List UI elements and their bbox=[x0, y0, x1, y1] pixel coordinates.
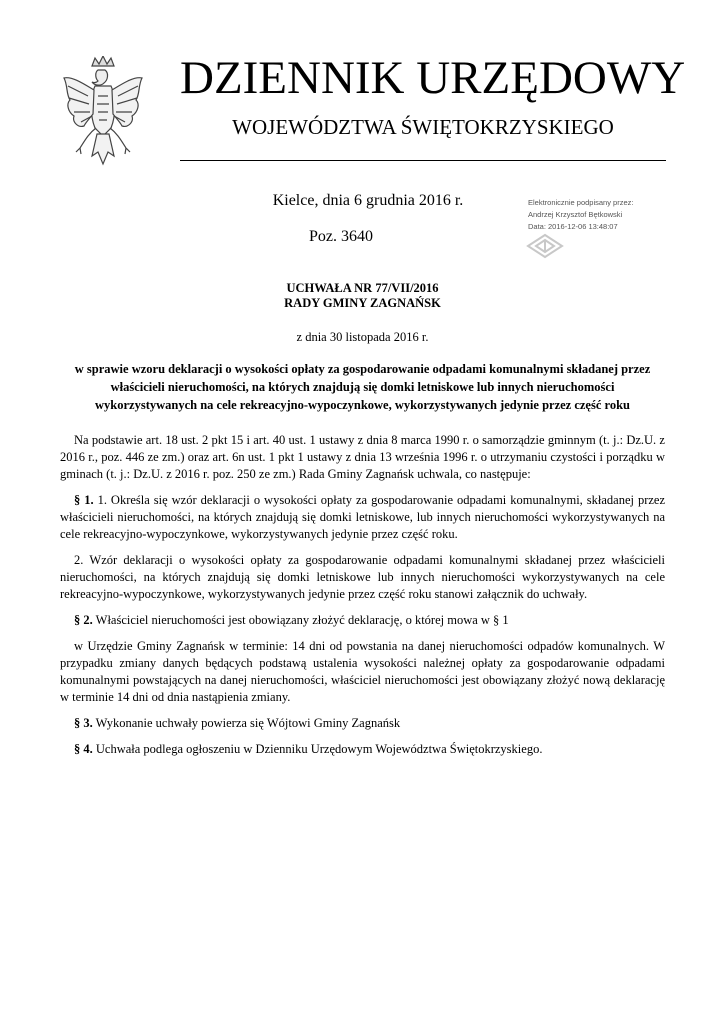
section-2-paragraph-1 bbox=[60, 612, 665, 629]
section-1-text: 1. Określa się wzór deklaracji o wysokości opłaty za gospodarowanie odpadami komunalnymi, składanej przez właścicieli nieruchomości, na których znajdują się domki letniskowe, lub innych nieruchomości wykorzystywanych na cele rekreacyjno-wypoczynkowe, wykorzystywanych jedynie przez część roku. bbox=[60, 493, 666, 541]
section-3-text: Wykonanie uchwały powierza się Wójtowi Gminy Zagnańsk bbox=[92, 716, 401, 730]
section-3 bbox=[60, 715, 665, 732]
document-body bbox=[60, 432, 665, 767]
masthead-divider bbox=[180, 160, 666, 161]
section-2-label: § 2. bbox=[74, 613, 93, 627]
act-authority: RADY GMINY ZAGNAŃSK bbox=[284, 296, 441, 310]
signature-label: Elektronicznie podpisany przez: bbox=[528, 198, 634, 207]
publication-date: Kielce, dnia 6 grudnia 2016 r. bbox=[272, 192, 464, 209]
section-2-text: Właściciel nieruchomości jest obowiązany złożyć deklarację, o której mowa w § 1 bbox=[92, 613, 509, 627]
signature-date: Data: 2016-12-06 13:48:07 bbox=[528, 222, 618, 231]
section-1-paragraph-1 bbox=[60, 492, 665, 543]
position-number: Poz. 3640 bbox=[309, 228, 373, 245]
section-2-paragraph-2: w Urzędzie Gminy Zagnańsk w terminie: 14 dni od powstania na danej nieruchomości odpadów komunalnych. W przypadku zmiany danych będących podstawą ustalenia wysokości należnej opłaty za gospodarowanie odpadami komunalnymi powstających na danej nieruchomości, właściciel nieruchomości jest obowiązany złożyć nową deklarację w terminie 14 dni od dnia nastąpienia zmiany. bbox=[60, 639, 665, 704]
electronic-signature bbox=[528, 197, 708, 233]
masthead-subtitle: WOJEWÓDZTWA ŚWIĘTOKRZYSKIEGO bbox=[232, 115, 614, 139]
eagle-emblem-icon bbox=[62, 56, 144, 168]
masthead-title: DZIENNIK URZĘDOWY bbox=[180, 52, 686, 104]
act-date: z dnia 30 listopada 2016 r. bbox=[296, 330, 429, 344]
section-3-label: § 3. bbox=[74, 716, 93, 730]
act-title bbox=[150, 281, 575, 311]
section-4-label: § 4. bbox=[74, 742, 93, 756]
section-4-text: Uchwała podlega ogłoszeniu w Dzienniku Urzędowym Województwa Świętokrzyskiego. bbox=[92, 742, 543, 756]
act-number: UCHWAŁA NR 77/VII/2016 bbox=[286, 281, 439, 295]
section-1-paragraph-2: 2. Wzór deklaracji o wysokości opłaty za gospodarowanie odpadami komunalnymi składanej przez właścicieli nieruchomości, na których znajdują się domki letniskowe lub innych nieruchomości wykorzystywanych na cele rekreacyjno-wypoczynkowe, wykorzystywanych jedynie przez część roku stanowi załącznik do uchwały. bbox=[60, 553, 665, 601]
signer-name: Andrzej Krzysztof Bętkowski bbox=[528, 210, 623, 219]
preamble: Na podstawie art. 18 ust. 2 pkt 15 i art. 40 ust. 1 ustawy z dnia 8 marca 1990 r. o samorządzie gminnym (t. j.: Dz.U. z 2016 r., poz. 446 ze zm.) oraz art. 6n ust. 1 pkt 1 ustawy z dnia 13 września 1996 r. o utrzymaniu czystości i porządku w gminach (t. j.: Dz.U. z 2016 r. poz. 250 ze zm.) Rada Gminy Zagnańsk uchwala, co następuje: bbox=[60, 433, 665, 481]
signature-verified-icon bbox=[524, 232, 566, 260]
section-1-label: § 1. bbox=[74, 493, 94, 507]
section-4 bbox=[60, 741, 665, 758]
act-subject: w sprawie wzoru deklaracji o wysokości opłaty za gospodarowanie odpadami komunalnymi składanej przez właścicieli nieruchomości, na których znajdują się domki letniskowe lub innych nieruchomości wykorzystywanych na cele rekreacyjno-wypoczynkowe, wykorzystywanych jedynie przez część roku bbox=[74, 362, 651, 412]
